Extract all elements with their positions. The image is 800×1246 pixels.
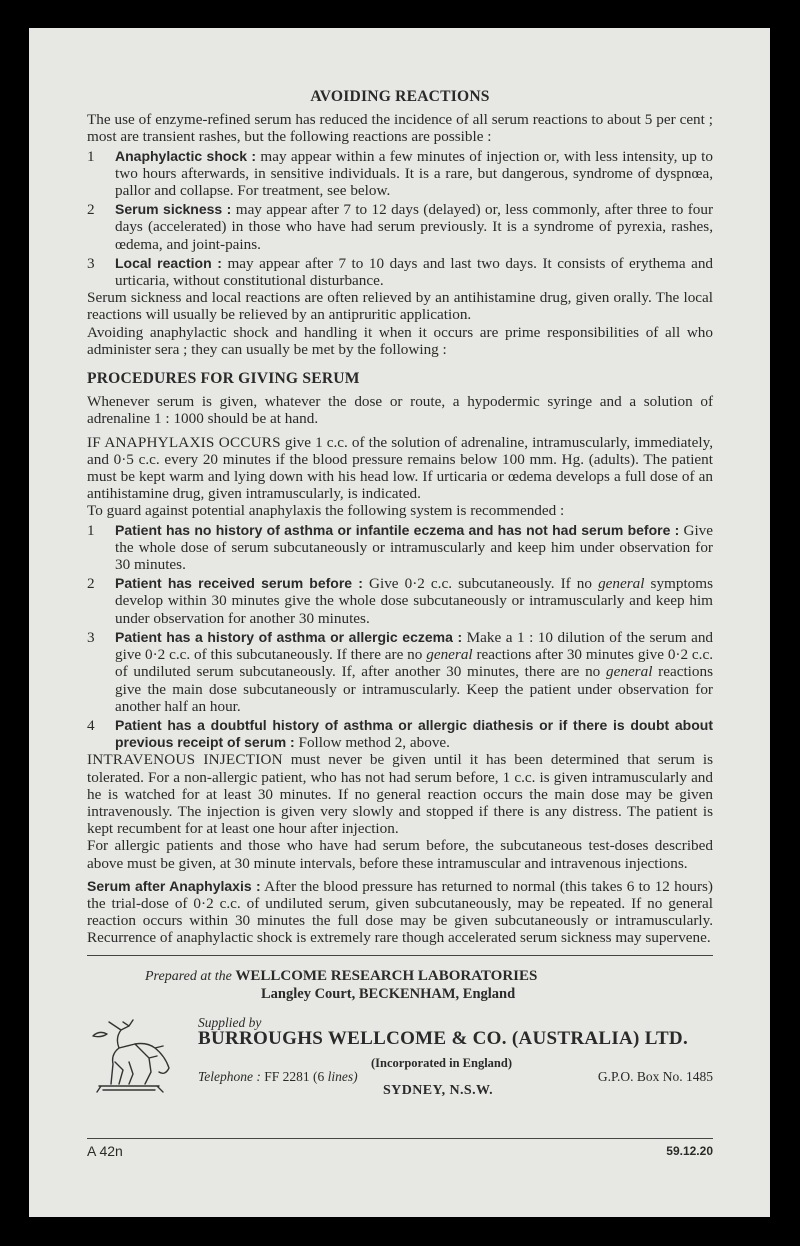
intro-paragraph: The use of enzyme-refined serum has reduced the incidence of all serum reactions to about 5 per cent ; most are transient rashes, but the following reactions are possible : xyxy=(87,111,713,146)
item-number: 1 xyxy=(87,521,95,539)
paragraph-lead: Serum after Anaphylaxis : xyxy=(87,877,261,894)
paragraph: For allergic patients and those who have had serum before, the subcutaneous test-doses described above must be given, at 30 minute intervals, before these intramuscular and intravenous injections. xyxy=(87,837,713,872)
reaction-item xyxy=(87,201,713,253)
emphasis: general xyxy=(426,646,473,664)
incorporated-note: (Incorporated in England) xyxy=(371,1055,512,1070)
item-label: Patient has a history of asthma or allergic eczema : xyxy=(115,628,463,645)
document-body xyxy=(87,88,714,1098)
company-name: BURROUGHS WELLCOME & CO. (AUSTRALIA) LTD. xyxy=(198,1027,689,1049)
prepared-at-label: Prepared at the xyxy=(145,968,232,984)
city: SYDNEY, N.S.W. xyxy=(383,1082,493,1098)
telephone-number: FF 2281 (6 xyxy=(264,1068,325,1084)
item-label: Serum sickness : xyxy=(115,201,232,218)
telephone-line xyxy=(198,1068,358,1085)
document-code: A 42n xyxy=(87,1143,123,1159)
item-text: Follow method 2, above. xyxy=(298,734,450,752)
section-title-procedures: PROCEDURES FOR GIVING SERUM xyxy=(87,370,360,388)
item-text: may appear after 7 to 10 days and last two days. It consists of erythema and urticaria, without constitutional disturbance. xyxy=(115,254,714,290)
reaction-item xyxy=(87,255,713,289)
paragraph-text: give 1 c.c. of the solution of adrenaline, intramuscularly, immediately, and 0·5 c.c. every 20 minutes if the blood pressure remains below 100 mm. Hg. (adults). The patient must be kept warm and lying down with his head low. If urticaria or œdema develops a full dose of an antihistamine drug, given intramuscularly, is indicated. xyxy=(87,433,713,503)
item-text: may appear after 7 to 12 days (delayed) or, less commonly, after three to four days (accelerated) in those who have had serum previously. It is a syndrome of pyrexia, rashes, œdema, and joint-pains. xyxy=(115,201,714,253)
item-text: Give 0·2 c.c. subcutaneously. If no xyxy=(369,575,592,593)
item-label: Patient has a doubtful history of asthma or allergic diathesis or if there is doubt about previous receipt of serum : xyxy=(115,716,713,751)
item-text: may appear within a few minutes of injection or, with less intensity, up to two hours afterwards, in sensitive individuals. It is a rare, but dangerous, syndrome of dyspnœa, pallor and collapse. For treatment, see below. xyxy=(115,147,713,200)
item-text: Give the whole dose of serum subcutaneously or intramuscularly and keep him under observation for 30 minutes. xyxy=(115,521,714,574)
supplied-by-label: Supplied by xyxy=(198,1014,262,1030)
print-date: 59.12.20 xyxy=(666,1144,713,1158)
paragraph: Avoiding anaphylactic shock and handling it when it occurs are prime responsibilities of all who administer sera ; they can usually be met by the following : xyxy=(87,323,713,358)
procedure-item xyxy=(87,522,713,574)
section-title-avoiding-reactions: AVOIDING REACTIONS xyxy=(310,88,490,105)
telephone-label: Telephone : xyxy=(198,1068,261,1084)
paragraph xyxy=(87,434,713,503)
prepared-line xyxy=(145,968,537,985)
bottom-divider xyxy=(87,1138,713,1139)
emphasis: general xyxy=(598,575,645,593)
item-label: Patient has received serum before : xyxy=(115,575,363,592)
footer xyxy=(87,956,713,1098)
paragraph-text: must never be given until it has been determined that serum is tolerated. For a non-allergic patient, who has not had serum before, 1 c.c. is given intramuscularly and he is watched for at least 30 minutes. If no general reaction occurs the main dose may be given intravenously. The injection is given very slowly and stopped if there is any distress. The patient is kept recumbent for at least one hour after injection. xyxy=(87,751,714,838)
procedure-item xyxy=(87,717,713,751)
item-text: reactions give the main dose subcutaneously or intramuscularly. Keep the patient under observation for another half an hour. xyxy=(115,663,713,715)
laboratories-address: Langley Court, BECKENHAM, England xyxy=(261,985,516,1002)
telephone-lines: lines) xyxy=(327,1068,358,1084)
paragraph: To guard against potential anaphylaxis the following system is recommended : xyxy=(87,502,565,520)
paragraph xyxy=(87,878,713,947)
po-box: G.P.O. Box No. 1485 xyxy=(597,1068,713,1084)
procedure-item xyxy=(87,575,713,627)
unicorn-logo-icon xyxy=(89,1016,173,1096)
item-text: Make a 1 : 10 dilution of the serum and give 0·2 c.c. of this subcutaneously. If there are no xyxy=(115,628,714,664)
laboratories-name: WELLCOME RESEARCH LABORATORIES xyxy=(235,967,538,984)
procedure-item xyxy=(87,629,713,715)
item-text: symptoms develop within 30 minutes give the whole dose subcutaneously or intramuscularly and keep him under observation for another 30 minutes. xyxy=(115,575,713,627)
paragraph xyxy=(87,751,713,837)
reaction-item xyxy=(87,148,713,200)
item-number: 3 xyxy=(87,254,95,272)
paragraph-text: After the blood pressure has returned to normal (this takes 6 to 12 hours) the trial-dose of 0·2 c.c. of undiluted serum, given subcutaneously, may be repeated. If no general reaction occurs within 30 minutes the full dose may be given subcutaneously or intramuscularly. Recurrence of anaphylactic shock is extremely rare though accelerated serum sickness may supervene. xyxy=(87,877,713,947)
paragraph: Serum sickness and local reactions are often relieved by an antihistamine drug, given orally. The local reactions will usually be relieved by an antipruritic application. xyxy=(87,289,713,324)
item-text: reactions after 30 minutes give 0·2 c.c. of undiluted serum subcutaneously. If, after another 30 minutes, there are no xyxy=(115,646,713,681)
item-label: Local reaction : xyxy=(115,254,222,271)
paragraph-lead: INTRAVENOUS INJECTION xyxy=(87,751,283,769)
item-number: 4 xyxy=(87,716,95,734)
item-label: Patient has no history of asthma or infantile eczema and has not had serum before : xyxy=(115,521,680,538)
paragraph: Whenever serum is given, whatever the dose or route, a hypodermic syringe and a solution of adrenaline 1 : 1000 should be at hand. xyxy=(87,393,713,428)
item-number: 2 xyxy=(87,201,95,219)
paragraph-lead: IF ANAPHYLAXIS OCCURS xyxy=(87,433,281,451)
item-number: 2 xyxy=(87,575,95,593)
item-number: 1 xyxy=(87,147,95,165)
item-label: Anaphylactic shock : xyxy=(115,147,257,164)
emphasis: general xyxy=(606,663,653,681)
item-number: 3 xyxy=(87,628,95,646)
